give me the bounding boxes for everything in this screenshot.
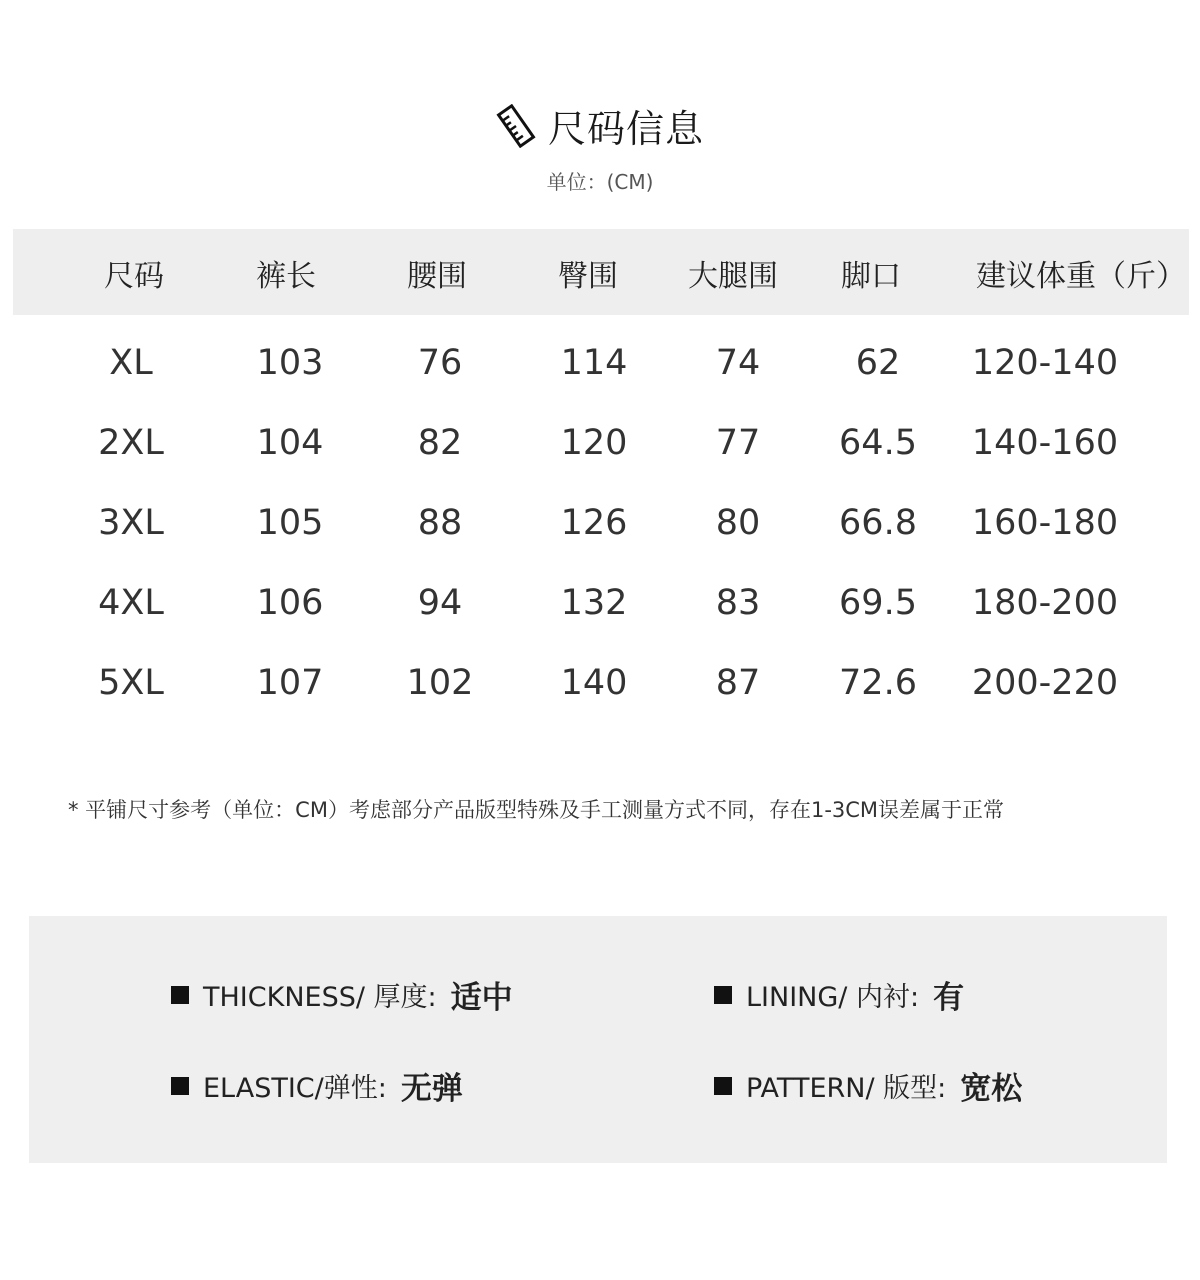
cell-hip: 140 [560,663,628,703]
cell-weight: 160-180 [971,503,1119,543]
spec-lining [714,972,964,1017]
cell-length: 103 [256,343,324,383]
cell-weight: 180-200 [971,583,1119,623]
column-header-waist: 腰围 [407,259,467,294]
column-header-weight: 建议体重（斤） [976,259,1186,294]
cell-size: 2XL [98,423,164,463]
cell-length: 106 [256,583,324,623]
cell-thigh: 80 [715,503,761,543]
cell-size: 3XL [98,503,164,543]
square-bullet-icon [714,986,732,1004]
square-bullet-icon [714,1077,732,1095]
spec-thickness [171,972,513,1017]
cell-hip: 114 [560,343,628,383]
table-row [0,583,1200,663]
cell-leg-opening: 64.5 [839,423,917,463]
cell-thigh: 83 [715,583,761,623]
cell-thigh: 74 [715,343,761,383]
spec-label: PATTERN/ 版型: [746,1073,947,1104]
spec-value: 有 [933,980,965,1016]
cell-leg-opening: 66.8 [839,503,917,543]
spec-panel [29,916,1167,1163]
cell-waist: 88 [417,503,463,543]
cell-hip: 132 [560,583,628,623]
cell-thigh: 87 [715,663,761,703]
spec-label: ELASTIC/弹性: [203,1073,387,1104]
square-bullet-icon [171,1077,189,1095]
spec-elastic [171,1063,463,1108]
cell-size: XL [109,343,153,383]
unit-label: 单位：(CM) [546,170,654,194]
cell-waist: 82 [417,423,463,463]
measurement-note: * 平铺尺寸参考（单位：CM）考虑部分产品版型特殊及手工测量方式不同，存在1-3CM误差属于正常 [68,798,1005,822]
cell-leg-opening: 72.6 [839,663,917,703]
cell-size: 4XL [98,583,164,623]
table-row [0,663,1200,743]
table-row [0,343,1200,423]
cell-waist: 76 [417,343,463,383]
cell-length: 104 [256,423,324,463]
cell-waist: 94 [417,583,463,623]
title-row [496,98,704,153]
cell-weight: 140-160 [971,423,1119,463]
cell-waist: 102 [406,663,474,703]
cell-leg-opening: 69.5 [839,583,917,623]
table-row [0,503,1200,583]
cell-leg-opening: 62 [855,343,901,383]
square-bullet-icon [171,986,189,1004]
cell-length: 107 [256,663,324,703]
column-header-thigh: 大腿围 [688,259,778,294]
size-info-header [0,98,1200,153]
ruler-icon [496,104,536,148]
cell-length: 105 [256,503,324,543]
cell-weight: 120-140 [971,343,1119,383]
page-title: 尺码信息 [547,107,704,151]
spec-value: 适中 [450,980,513,1016]
column-header-hip: 臀围 [558,259,618,294]
cell-weight: 200-220 [971,663,1119,703]
column-header-size: 尺码 [104,259,164,294]
cell-hip: 126 [560,503,628,543]
size-table-header [13,229,1189,315]
spec-label: THICKNESS/ 厚度: [203,982,437,1013]
table-row [0,423,1200,503]
column-header-leg-opening: 脚口 [841,259,901,294]
spec-value: 宽松 [960,1071,1023,1107]
column-header-length: 裤长 [256,259,316,294]
cell-thigh: 77 [715,423,761,463]
spec-pattern [714,1063,1022,1108]
spec-value: 无弹 [400,1071,463,1107]
cell-size: 5XL [98,663,164,703]
cell-hip: 120 [560,423,628,463]
spec-label: LINING/ 内衬: [746,982,920,1013]
